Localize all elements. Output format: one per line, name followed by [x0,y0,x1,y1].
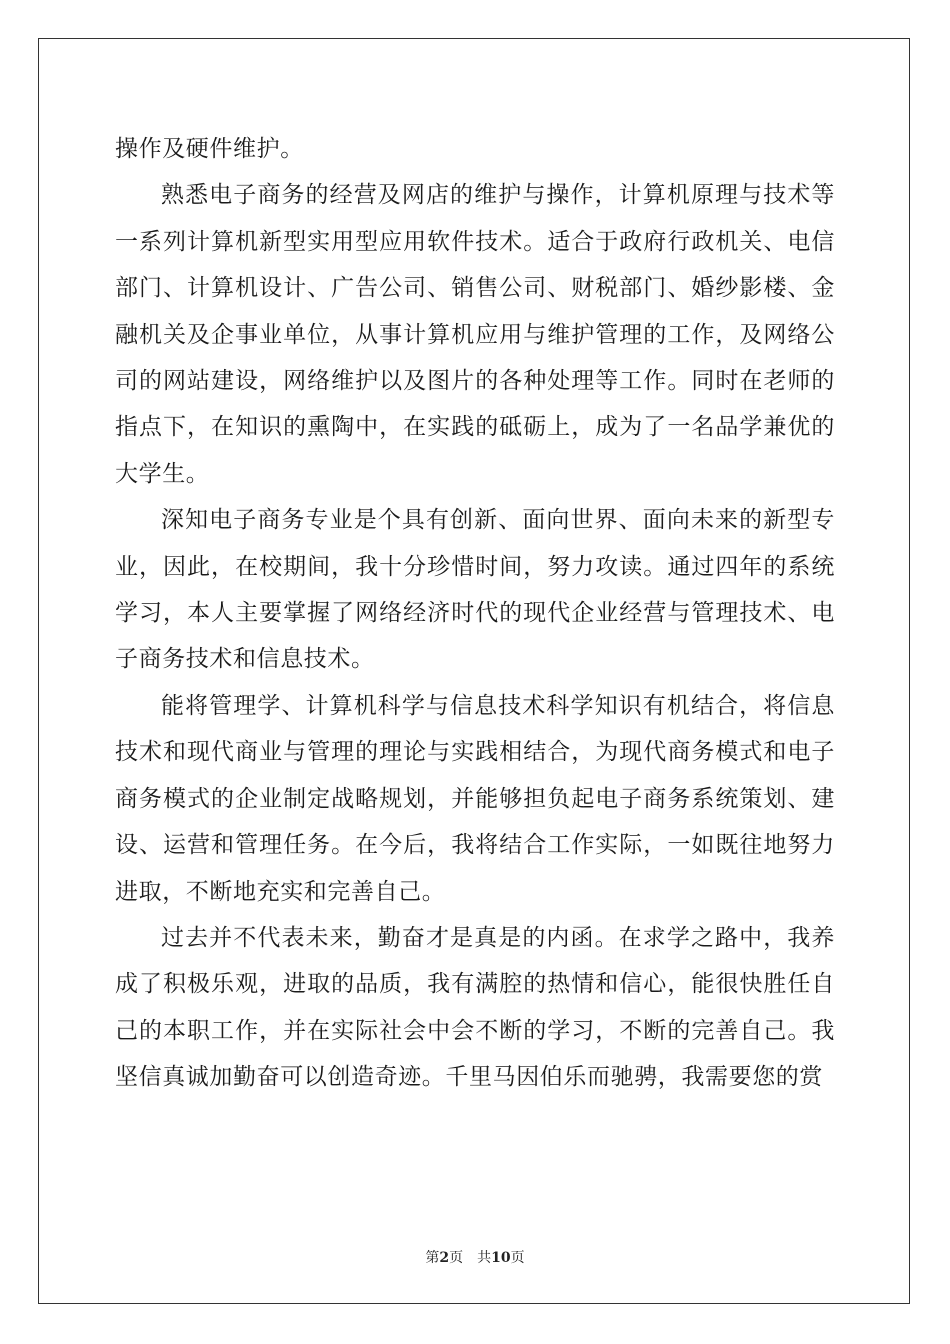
page-suffix: 页 [449,1250,464,1266]
paragraph-4: 能将管理学、计算机科学与信息技术科学知识有机结合，将信息技术和现代商业与管理的理论与实践相结合，为现代商务模式和电子商务模式的企业制定战略规划，并能够担负起电子商务系统策划、建设、运营和管理任务。在今后，我将结合工作实际，一如既往地努力进取，不断地充实和完善自己。 [115,692,835,905]
current-page-number: 2 [439,1250,450,1266]
paragraph-2: 熟悉电子商务的经营及网店的维护与操作，计算机原理与技术等一系列计算机新型实用型应用软件技术。适合于政府行政机关、电信部门、计算机设计、广告公司、销售公司、财税部门、婚纱影楼、金融机关及企事业单位，从事计算机应用与维护管理的工作，及网络公司的网站建设，网络维护以及图片的各种处理等工作。同时在老师的指点下，在知识的熏陶中，在实践的砥砺上，成为了一名品学兼优的大学生。 [115,182,835,487]
total-suffix: 页 [510,1250,525,1266]
paragraph-5: 过去并不代表未来，勤奋才是真是的内函。在求学之路中，我养成了积极乐观，进取的品质，我有满腔的热情和信心，能很快胜任自己的本职工作，并在实际社会中会不断的学习，不断的完善自己。我坚信真诚加勤奋可以创造奇迹。千里马因伯乐而驰骋，我需要您的赏 [115,924,835,1091]
paragraph-1: 操作及硬件维护。 [115,136,304,162]
document-body [115,126,835,1101]
page-prefix: 第 [425,1250,440,1266]
total-page-number: 10 [491,1250,511,1266]
paragraph-3: 深知电子商务专业是个具有创新、面向世界、面向未来的新型专业，因此，在校期间，我十分珍惜时间，努力攻读。通过四年的系统学习，本人主要掌握了网络经济时代的现代企业经营与管理技术、电子商务技术和信息技术。 [115,507,835,673]
page-footer [0,1247,950,1267]
total-prefix: 共 [477,1250,492,1266]
